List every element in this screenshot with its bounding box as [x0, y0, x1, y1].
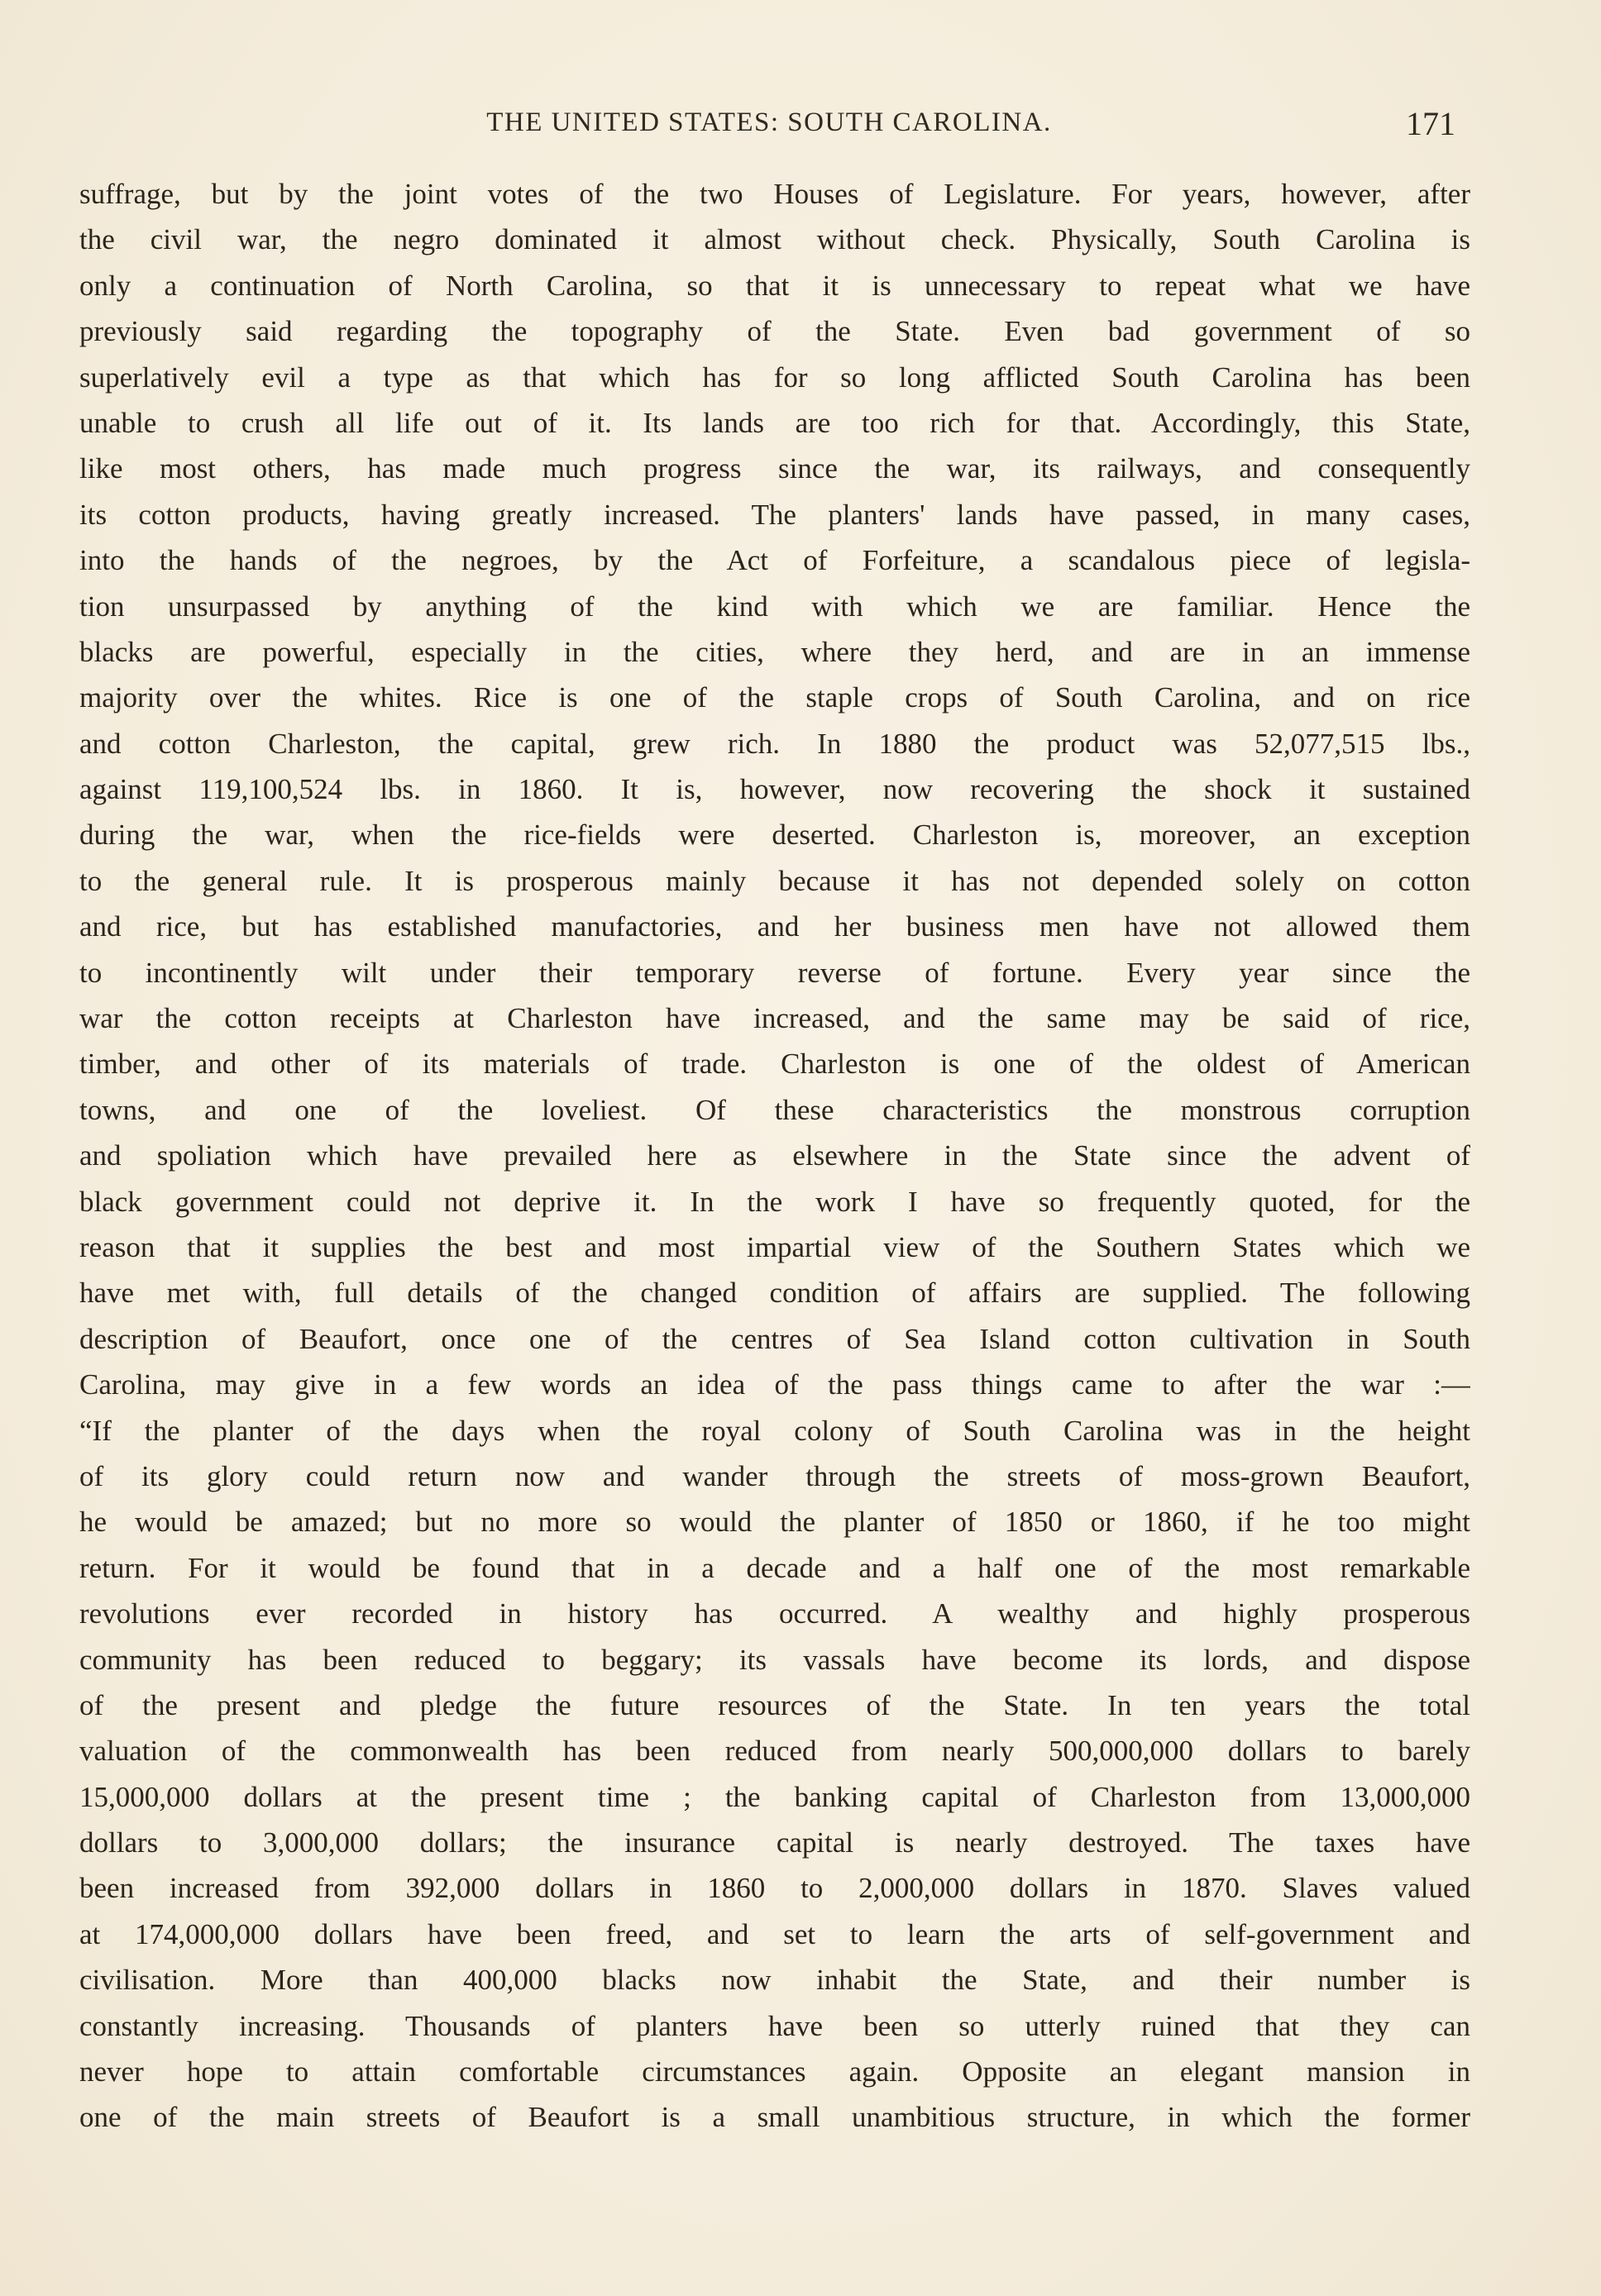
text-line [79, 1362, 1470, 1407]
running-head [83, 104, 1455, 154]
text-line [79, 1224, 1470, 1270]
text-line [79, 950, 1470, 995]
text-line [79, 1316, 1470, 1362]
text-line-content: have met with, full details of the changed condition of affairs are supplied. The following [79, 1277, 1470, 1310]
text-line [79, 2094, 1470, 2140]
text-line-content: community has been reduced to beggary; its vassals have become its lords, and dispose [79, 1643, 1470, 1676]
text-line [79, 1041, 1470, 1086]
text-line [79, 446, 1470, 491]
text-line-content: unable to crush all life out of it. Its lands are too rich for that. Accordingly, this State, [79, 406, 1470, 439]
text-line-content: the civil war, the negro dominated it almost without check. Physically, South Carolina is [79, 223, 1470, 256]
text-line [79, 217, 1470, 262]
text-line-content: he would be amazed; but no more so would the planter of 1850 or 1860, if he too might [79, 1506, 1470, 1539]
text-line [79, 1820, 1470, 1865]
text-line-content: suffrage, but by the joint votes of the two Houses of Legislature. For years, however, after [79, 178, 1470, 210]
text-line-content: return. For it would be found that in a decade and a half one of the most remarkable [79, 1551, 1470, 1584]
text-line [79, 1545, 1470, 1591]
text-line [79, 858, 1470, 904]
text-line-content: and cotton Charleston, the capital, grew rich. In 1880 the product was 52,077,515 lbs., [79, 727, 1470, 760]
text-line-content: superlatively evil a type as that which has for so long afflicted South Carolina has been [79, 360, 1470, 394]
text-line-content: black government could not deprive it. In the work I have so frequently quoted, for the [79, 1185, 1470, 1218]
text-line-content: civilisation. More than 400,000 blacks now inhabit the State, and their number is [79, 1964, 1470, 1997]
text-line [79, 537, 1470, 583]
text-line [79, 629, 1470, 675]
text-line-content: against 119,100,524 lbs. in 1860. It is, however, now recovering the shock it sustained [79, 773, 1470, 806]
text-line-content: like most others, has made much progress since the war, its railways, and consequently [79, 452, 1470, 485]
page-number: 171 [1406, 105, 1455, 142]
text-line [79, 1865, 1470, 1911]
text-line-content: timber, and other of its materials of trade. Charleston is one of the oldest of American [79, 1048, 1470, 1081]
text-line [79, 2049, 1470, 2094]
text-line-content: been increased from 392,000 dollars in 1860 to 2,000,000 dollars in 1870. Slaves valued [79, 1872, 1470, 1905]
text-line-content: “If the planter of the days when the royal colony of South Carolina was in the height [79, 1414, 1470, 1447]
text-line [79, 308, 1470, 354]
text-line [79, 1179, 1470, 1224]
text-line-content: its cotton products, having greatly increased. The planters' lands have passed, in many cases, [79, 498, 1470, 531]
text-line-content: to the general rule. It is prosperous mainly because it has not depended solely on cotton [79, 864, 1470, 897]
text-line-content: majority over the whites. Rice is one of the staple crops of South Carolina, and on rice [79, 681, 1470, 714]
text-line [79, 1728, 1470, 1773]
text-line [79, 766, 1470, 812]
text-line [79, 584, 1470, 629]
text-line [79, 492, 1470, 537]
text-line [79, 355, 1470, 400]
text-line [79, 1957, 1470, 2002]
text-line-content: of its glory could return now and wander through the streets of moss-grown Beaufort, [79, 1459, 1470, 1492]
text-line-content: towns, and one of the loveliest. Of these characteristics the monstrous corruption [79, 1093, 1470, 1126]
text-line-content: only a continuation of North Carolina, so that it is unnecessary to repeat what we have [79, 269, 1470, 302]
text-line-content: constantly increasing. Thousands of planters have been so utterly ruined that they can [79, 2009, 1470, 2042]
text-line-content: dollars to 3,000,000 dollars; the insurance capital is nearly destroyed. The taxes have [79, 1826, 1470, 1859]
text-line-content: and rice, but has established manufactories, and her business men have not allowed them [79, 910, 1470, 943]
text-line [79, 263, 1470, 308]
text-line-content: description of Beaufort, once one of the centres of Sea Island cotton cultivation in South [79, 1322, 1470, 1355]
text-line [79, 2003, 1470, 2049]
text-line-content: previously said regarding the topography of the State. Even bad government of so [79, 315, 1470, 348]
text-line-content: into the hands of the negroes, by the Act of Forfeiture, a scandalous piece of legisla- [79, 544, 1470, 577]
running-title: THE UNITED STATES: SOUTH CAROLINA. [486, 107, 1052, 137]
text-line-content: never hope to attain comfortable circumstances again. Opposite an elegant mansion in [79, 2055, 1470, 2088]
text-line [79, 1087, 1470, 1133]
text-line-content: reason that it supplies the best and most impartial view of the Southern States which we [79, 1230, 1470, 1263]
text-line-content: at 174,000,000 dollars have been freed, and set to learn the arts of self-government and [79, 1917, 1470, 1950]
text-line [79, 995, 1470, 1041]
text-line-content: and spoliation which have prevailed here as elsewhere in the State since the advent of [79, 1139, 1470, 1172]
text-line-content: Carolina, may give in a few words an idea of the pass things came to after the war :— [79, 1368, 1470, 1401]
text-line [79, 1912, 1470, 1957]
text-line [79, 1637, 1470, 1683]
text-line [79, 1453, 1470, 1499]
text-line [79, 812, 1470, 857]
text-line-content: war the cotton receipts at Charleston have increased, and the same may be said of rice, [79, 1002, 1470, 1035]
text-line [79, 1774, 1470, 1820]
text-line [79, 1499, 1470, 1544]
text-line-content: valuation of the commonwealth has been reduced from nearly 500,000,000 dollars to barely [79, 1735, 1470, 1768]
text-line [79, 1133, 1470, 1178]
text-line [79, 171, 1470, 217]
text-line-content: of the present and pledge the future resources of the State. In ten years the total [79, 1688, 1470, 1721]
text-line-content: tion unsurpassed by anything of the kind with which we are familiar. Hence the [79, 590, 1470, 623]
text-line [79, 1683, 1470, 1728]
text-line [79, 1591, 1470, 1636]
text-line-content: revolutions ever recorded in history has occurred. A wealthy and highly prosperous [79, 1597, 1470, 1630]
text-line [79, 1408, 1470, 1453]
text-line [79, 400, 1470, 446]
text-line [79, 1270, 1470, 1315]
text-line [79, 904, 1470, 949]
text-line-content: 15,000,000 dollars at the present time ; the banking capital of Charleston from 13,000,000 [79, 1780, 1470, 1813]
text-line [79, 675, 1470, 720]
text-line-content: to incontinently wilt under their temporary reverse of fortune. Every year since the [79, 956, 1470, 989]
text-line-content: during the war, when the rice-fields were deserted. Charleston is, moreover, an exception [79, 819, 1470, 852]
body-text [79, 171, 1470, 2141]
text-line-content: blacks are powerful, especially in the cities, where they herd, and are in an immense [79, 635, 1470, 668]
text-line-content: one of the main streets of Beaufort is a small unambitious structure, in which the former [79, 2101, 1470, 2134]
text-line [79, 721, 1470, 766]
